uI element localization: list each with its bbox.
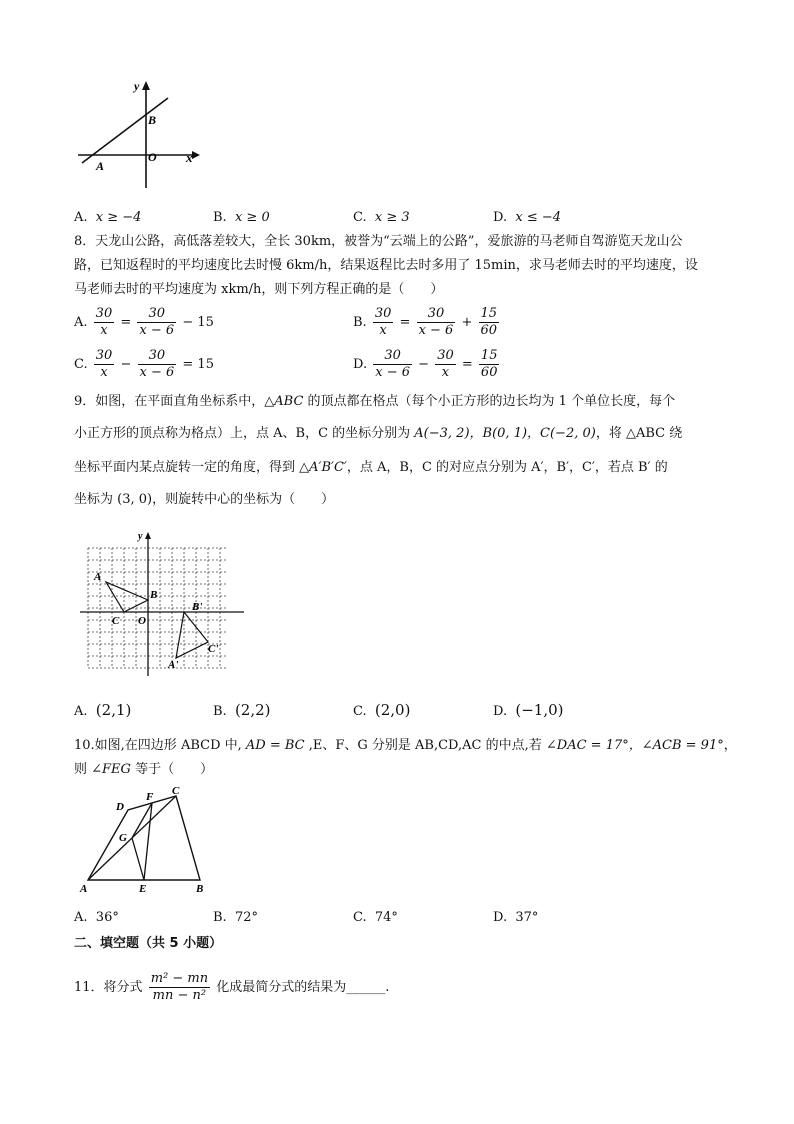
- q9-line-2: 小正方形的顶点称为格点）上，点 A、B，C 的坐标分别为 A(−3, 2)，B(0, 1)，C(−2, 0)，将 △ABC 绕: [74, 426, 683, 441]
- q9-label-c: C: [112, 615, 120, 627]
- q8-option-b[interactable]: B. $\frac{30}{x}$ = $\frac{30}{x - 6}$ + $\frac{15}{60}$: [353, 306, 498, 338]
- fraction: $\frac{30}{x - 6}$: [418, 306, 454, 338]
- q10-option-b[interactable]: B. 72°: [213, 910, 258, 925]
- fraction: $\frac{30}{x}$: [95, 306, 113, 338]
- q7-y-arrow: [142, 81, 150, 90]
- q8-option-c[interactable]: C. $\frac{30}{x}$ − $\frac{30}{x - 6}$ = 15: [74, 348, 214, 380]
- q10-option-d[interactable]: D. 37°: [493, 910, 539, 925]
- q10-label-e: E: [139, 883, 147, 895]
- q10-label-f: F: [146, 791, 154, 803]
- q9-option-b[interactable]: B. (2,2): [213, 701, 271, 719]
- q10-line-2: 则 ∠FEG 等于（ ）: [74, 762, 214, 777]
- q9-option-a[interactable]: A. (2,1): [74, 701, 132, 719]
- q9-label-c2: C': [208, 643, 219, 655]
- q7-label-a: A: [96, 159, 105, 173]
- q10-figure: [74, 784, 224, 896]
- q9-y-arrow: [145, 532, 151, 539]
- q8-line-1: 8．天龙山公路，高低落差较大，全长 30km，被誉为“云端上的公路”，爱旅游的马老师自驾游览天龙山公: [74, 234, 683, 249]
- fraction: $\frac{30}{x}$: [95, 348, 113, 380]
- q10-option-c[interactable]: C. 74°: [353, 910, 398, 925]
- q10-label-a: A: [80, 883, 88, 895]
- q10-line-1: 10.如图,在四边形 ABCD 中, AD = BC ,E、F、G 分别是 AB,CD,AC 的中点,若 ∠DAC = 17°，∠ACB = 91°，: [74, 738, 737, 753]
- q10-label-c: C: [172, 785, 180, 797]
- q9-option-c[interactable]: C. (2,0): [353, 701, 411, 719]
- q8-line-3: 马老师去时的平均速度为 xkm/h，则下列方程正确的是（ ）: [74, 282, 444, 297]
- q7-option-b[interactable]: B. x ≥ 0: [213, 210, 270, 225]
- fraction: $\frac{30}{x - 6}$: [139, 348, 175, 380]
- fraction: $\frac{\text{m² − mn}}{\text{mn − n²}}$: [150, 971, 209, 1003]
- q7-label-x: x: [186, 150, 193, 165]
- q9-line-4: 坐标为 (3, 0)，则旋转中心的坐标为（ ）: [74, 492, 335, 507]
- q10-option-a[interactable]: A. 36°: [74, 910, 119, 925]
- q9-label-o: O: [138, 615, 146, 627]
- q10-segment-eg: [132, 838, 144, 880]
- q9-label-b2: B': [192, 601, 203, 613]
- q9-label-a2: A': [168, 659, 179, 671]
- q9-label-b: B: [150, 589, 158, 601]
- fraction: $\frac{15}{60}$: [480, 348, 498, 380]
- q7-figure: [74, 78, 204, 190]
- fraction: $\frac{30}{x}$: [374, 306, 392, 338]
- q7-option-a[interactable]: A. x ≥ −4: [74, 210, 142, 225]
- q7-x-arrow: [192, 151, 200, 159]
- q7-option-c[interactable]: C. x ≥ 3: [353, 210, 410, 225]
- q9-figure: [76, 530, 246, 678]
- q8-option-a[interactable]: A. $\frac{30}{x}$ = $\frac{30}{x - 6}$ − 15: [74, 306, 214, 338]
- q7-label-y: y: [134, 79, 140, 93]
- q9-line-1: 9．如图，在平面直角坐标系中，△ABC 的顶点都在格点（每个小正方形的边长均为 1 个单位长度，每个: [74, 394, 676, 409]
- q9-line-3: 坐标平面内某点旋转一定的角度，得到 △A′B′C′，点 A，B，C 的对应点分别为 A′，B′，C′，若点 B′ 的: [74, 460, 668, 475]
- q10-label-b: B: [196, 883, 204, 895]
- q10-label-d: D: [116, 801, 124, 813]
- q10-label-g: G: [119, 832, 127, 844]
- q9-label-a: A: [94, 571, 102, 583]
- q7-label-o: O: [148, 150, 157, 164]
- q10-quadrilateral: [88, 796, 200, 880]
- q9-triangle-a2b2c2: [176, 612, 208, 658]
- section-title-fill-in: 二、填空题（共 5 小题）: [74, 936, 223, 951]
- q7-option-d[interactable]: D. x ≤ −4: [493, 210, 562, 225]
- q9-label-y: y: [138, 531, 143, 542]
- q8-option-d[interactable]: D. $\frac{30}{x - 6}$ − $\frac{30}{x}$ = $\frac{15}{60}$: [353, 348, 498, 380]
- q11-line: 11．将分式 $\frac{\text{m² − mn}}{\text{mn − n²}}$ 化成最简分式的结果为______.: [74, 971, 390, 1003]
- q9-option-d[interactable]: D. (−1,0): [493, 701, 564, 719]
- q9-grid: [88, 548, 228, 668]
- q8-line-2: 路，已知返程时的平均速度比去时慢 6km/h，结果返程比去时多用了 15min，求马老师去时的平均速度，设: [74, 258, 698, 273]
- fraction: $\frac{30}{x - 6}$: [139, 306, 175, 338]
- fraction: $\frac{30}{x}$: [437, 348, 454, 380]
- q7-label-b: B: [148, 113, 157, 127]
- fraction: $\frac{15}{60}$: [480, 306, 498, 338]
- fraction: $\frac{30}{x - 6}$: [375, 348, 410, 380]
